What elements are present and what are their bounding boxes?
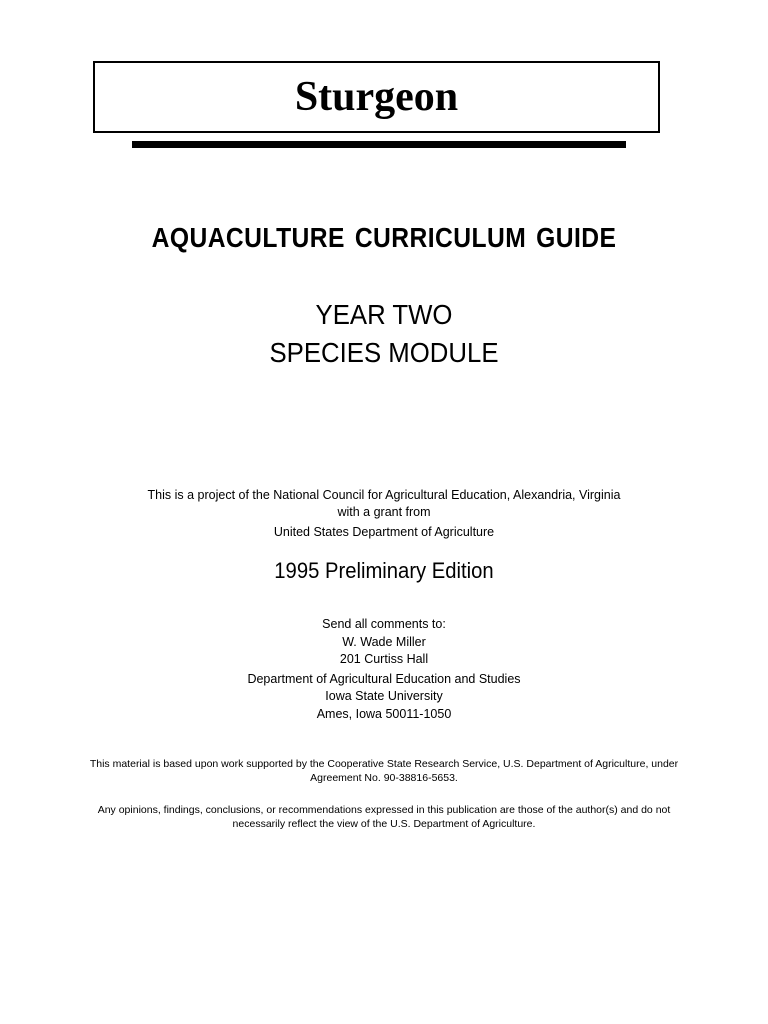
disclaimer-statement [0, 803, 768, 831]
support-statement [0, 757, 768, 785]
project-line-2: with a grant from [337, 505, 431, 519]
year-label: YEAR TWO [315, 299, 453, 330]
project-line-1: This is a project of the National Council for Agricultural Education, Alexandria, Virginia [147, 488, 621, 502]
project-statement [0, 487, 768, 541]
guide-title: AQUACULTURE CURRICULUM GUIDE [151, 222, 617, 253]
contact-block [0, 616, 768, 723]
module-label: SPECIES MODULE [269, 337, 499, 368]
contact-intro: Send all comments to: [322, 617, 446, 631]
title-underline-rule [132, 141, 626, 148]
year-module-heading [31, 296, 738, 372]
disclaimer-line-2: necessarily reflect the view of the U.S. Department of Agriculture. [232, 818, 536, 830]
contact-address: 201 Curtiss Hall [339, 652, 429, 666]
page-title: Sturgeon [294, 74, 459, 120]
contact-university: Iowa State University [325, 689, 443, 703]
edition-label: 1995 Preliminary Edition [274, 558, 494, 583]
support-line-2: Agreement No. 90-38816-5653. [310, 772, 458, 784]
project-line-3: United States Department of Agriculture [273, 525, 495, 539]
support-line-1: This material is based upon work supported by the Cooperative State Research Service, U.S. Department of Agriculture, under [89, 758, 679, 770]
disclaimer-line-1: Any opinions, findings, conclusions, or recommendations expressed in this publication are those of the author(s) and do not [97, 804, 671, 816]
contact-department: Department of Agricultural Education and Studies [247, 671, 521, 686]
contact-city: Ames, Iowa 50011-1050 [316, 706, 452, 721]
contact-name: W. Wade Miller [342, 634, 426, 649]
title-box [93, 61, 660, 133]
